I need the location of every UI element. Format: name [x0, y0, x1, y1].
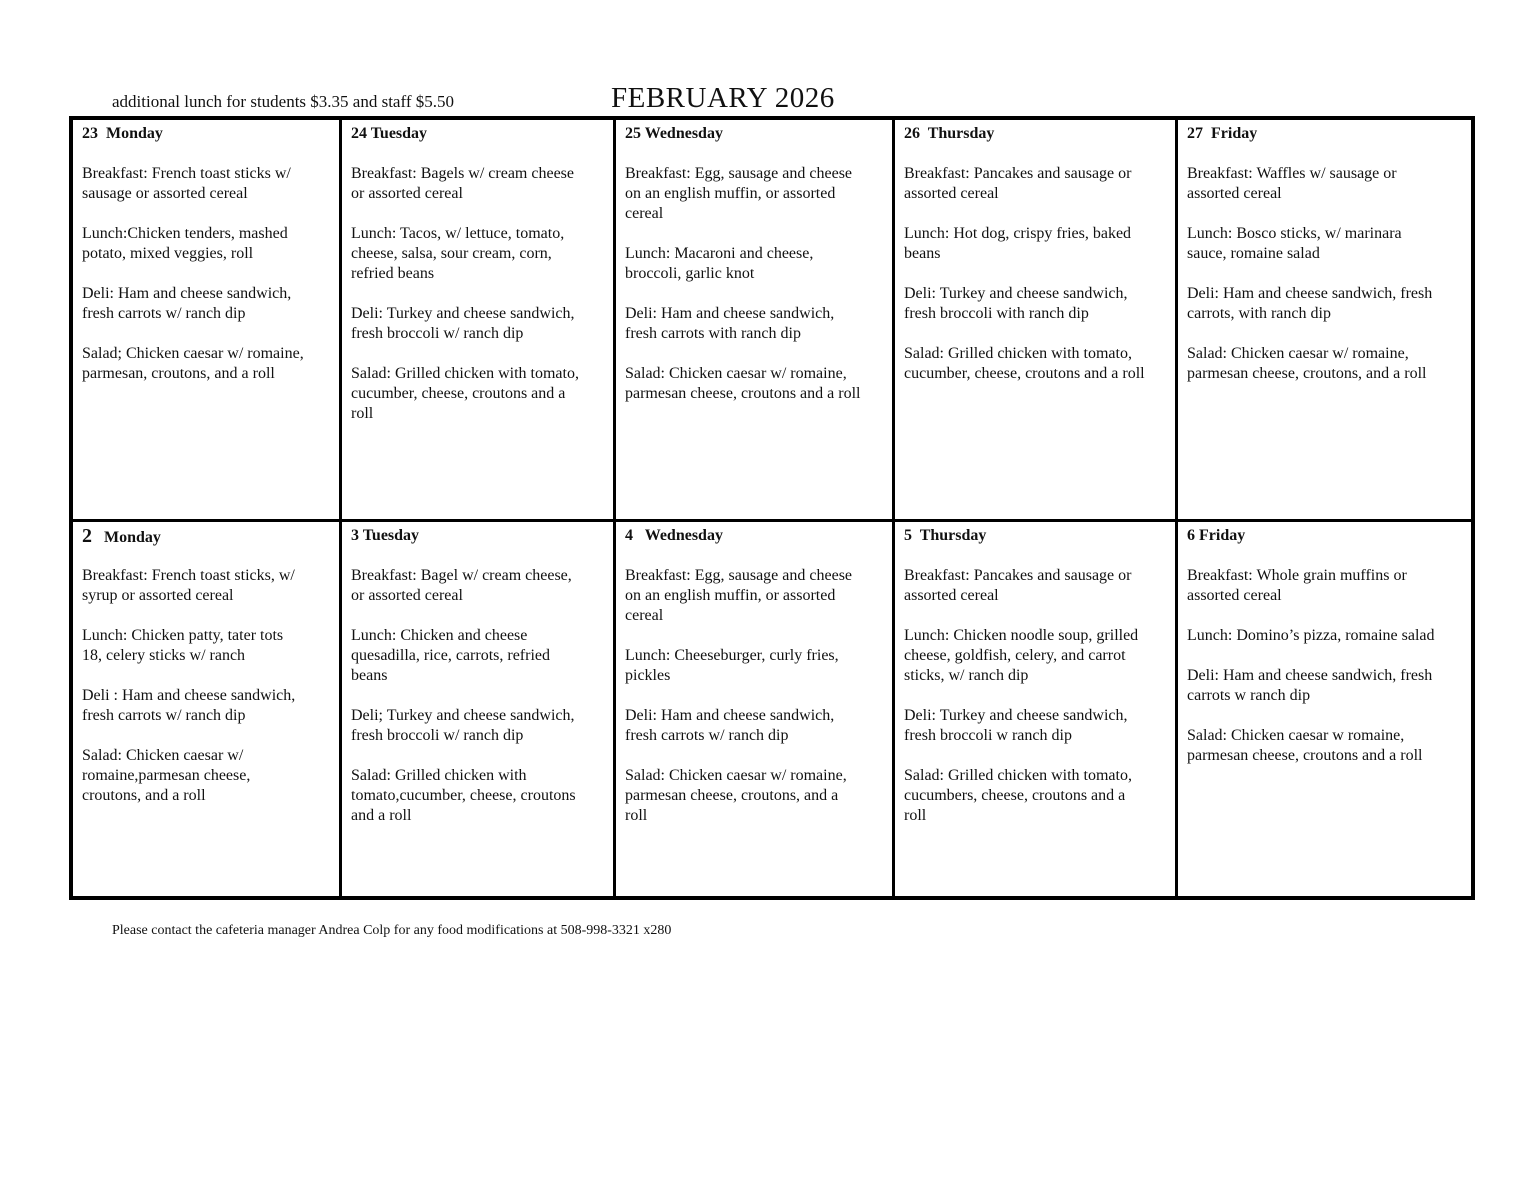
- salad-item: Salad: Grilled chicken with tomato, cucumbers, cheese, croutons and a roll: [904, 767, 1132, 824]
- salad-item: Salad; Chicken caesar w/ romaine, parmesan, croutons, and a roll: [82, 345, 304, 382]
- deli-item: Deli: Ham and cheese sandwich, fresh carrots, with ranch dip: [1187, 285, 1433, 322]
- breakfast-item: Breakfast: Bagel w/ cream cheese, or assorted cereal: [351, 567, 572, 604]
- day-cell-feb-23: [73, 120, 342, 522]
- day-header: 23 Monday: [82, 125, 163, 142]
- day-cell-mar-2: [73, 522, 342, 896]
- lunch-item: Lunch: Tacos, w/ lettuce, tomato, cheese, salsa, sour cream, corn, refried beans: [351, 225, 565, 282]
- breakfast-item: Breakfast: Egg, sausage and cheese on an english muffin, or assorted cereal: [625, 165, 853, 222]
- lunch-item: Lunch:Chicken tenders, mashed potato, mixed veggies, roll: [82, 225, 288, 262]
- salad-item: Salad: Chicken caesar w/ romaine, parmesan cheese, croutons and a roll: [625, 365, 861, 402]
- deli-item: Deli : Ham and cheese sandwich, fresh carrots w/ ranch dip: [82, 687, 296, 724]
- salad-item: Salad: Grilled chicken with tomato, cucumber, cheese, croutons and a roll: [351, 365, 579, 422]
- breakfast-item: Breakfast: French toast sticks w/ sausage or assorted cereal: [82, 165, 291, 202]
- day-header: 27 Friday: [1187, 125, 1258, 142]
- day-cell-mar-5: [895, 522, 1178, 896]
- day-name: Monday: [104, 529, 161, 546]
- day-cell-feb-26: [895, 120, 1178, 522]
- day-header: 5 Thursday: [904, 527, 987, 544]
- lunch-item: Lunch: Bosco sticks, w/ marinara sauce, romaine salad: [1187, 225, 1402, 262]
- day-number: 2: [82, 525, 92, 547]
- lunch-item: Lunch: Macaroni and cheese, broccoli, garlic knot: [625, 245, 814, 282]
- salad-item: Salad: Grilled chicken with tomato, cucumber, cheese, croutons and a roll: [904, 345, 1145, 382]
- day-header: 26 Thursday: [904, 125, 995, 142]
- lunch-item: Lunch: Cheeseburger, curly fries, pickles: [625, 647, 839, 684]
- breakfast-item: Breakfast: Waffles w/ sausage or assorted cereal: [1187, 165, 1397, 202]
- breakfast-item: Breakfast: Pancakes and sausage or assorted cereal: [904, 567, 1132, 604]
- day-header: 6 Friday: [1187, 527, 1246, 544]
- deli-item: Deli: Ham and cheese sandwich, fresh carrots w/ ranch dip: [82, 285, 292, 322]
- breakfast-item: Breakfast: French toast sticks, w/ syrup or assorted cereal: [82, 567, 295, 604]
- salad-item: Salad: Chicken caesar w/ romaine, parmesan cheese, croutons, and a roll: [625, 767, 847, 824]
- deli-item: Deli: Ham and cheese sandwich, fresh carrots w/ ranch dip: [625, 707, 835, 744]
- deli-item: Deli; Turkey and cheese sandwich, fresh broccoli w/ ranch dip: [351, 707, 575, 744]
- lunch-item: Lunch: Chicken noodle soup, grilled cheese, goldfish, celery, and carrot sticks, w/ ranch dip: [904, 627, 1139, 684]
- lunch-item: Lunch: Chicken and cheese quesadilla, rice, carrots, refried beans: [351, 627, 551, 684]
- deli-item: Deli: Turkey and cheese sandwich, fresh broccoli w/ ranch dip: [351, 305, 575, 342]
- deli-item: Deli: Turkey and cheese sandwich, fresh broccoli with ranch dip: [904, 285, 1128, 322]
- day-cell-feb-25: [616, 120, 895, 522]
- day-cell-mar-3: [342, 522, 616, 896]
- lunch-item: Lunch: Domino’s pizza, romaine salad: [1187, 627, 1435, 644]
- deli-item: Deli: Ham and cheese sandwich, fresh carrots w ranch dip: [1187, 667, 1433, 704]
- deli-item: Deli: Turkey and cheese sandwich, fresh broccoli w ranch dip: [904, 707, 1128, 744]
- day-cell-feb-24: [342, 120, 616, 522]
- day-cell-mar-4: [616, 522, 895, 896]
- menu-calendar: [69, 116, 1475, 900]
- breakfast-item: Breakfast: Whole grain muffins or assorted cereal: [1187, 567, 1407, 604]
- lunch-item: Lunch: Hot dog, crispy fries, baked beans: [904, 225, 1132, 262]
- day-header: 25 Wednesday: [625, 125, 723, 142]
- day-cell-mar-6: [1178, 522, 1471, 896]
- price-note: additional lunch for students $3.35 and staff $5.50: [112, 92, 454, 111]
- salad-item: Salad: Grilled chicken with tomato,cucumber, cheese, croutons and a roll: [351, 767, 576, 824]
- day-header: 3 Tuesday: [351, 527, 420, 544]
- footer-note: Please contact the cafeteria manager Andrea Colp for any food modifications at 508-998-3321 x280: [112, 923, 672, 938]
- day-header: [82, 526, 331, 548]
- salad-item: Salad: Chicken caesar w/ romaine,parmesan cheese, croutons, and a roll: [82, 747, 251, 804]
- day-header: 4 Wednesday: [625, 527, 723, 544]
- deli-item: Deli: Ham and cheese sandwich, fresh carrots with ranch dip: [625, 305, 835, 342]
- day-header: 24 Tuesday: [351, 125, 428, 142]
- page-title: FEBRUARY 2026: [611, 82, 835, 114]
- salad-item: Salad: Chicken caesar w romaine, parmesan cheese, croutons and a roll: [1187, 727, 1423, 764]
- day-cell-feb-27: [1178, 120, 1471, 522]
- breakfast-item: Breakfast: Egg, sausage and cheese on an english muffin, or assorted cereal: [625, 567, 853, 624]
- breakfast-item: Breakfast: Bagels w/ cream cheese or assorted cereal: [351, 165, 575, 202]
- lunch-item: Lunch: Chicken patty, tater tots 18, celery sticks w/ ranch: [82, 627, 284, 664]
- breakfast-item: Breakfast: Pancakes and sausage or assorted cereal: [904, 165, 1132, 202]
- salad-item: Salad: Chicken caesar w/ romaine, parmesan cheese, croutons, and a roll: [1187, 345, 1427, 382]
